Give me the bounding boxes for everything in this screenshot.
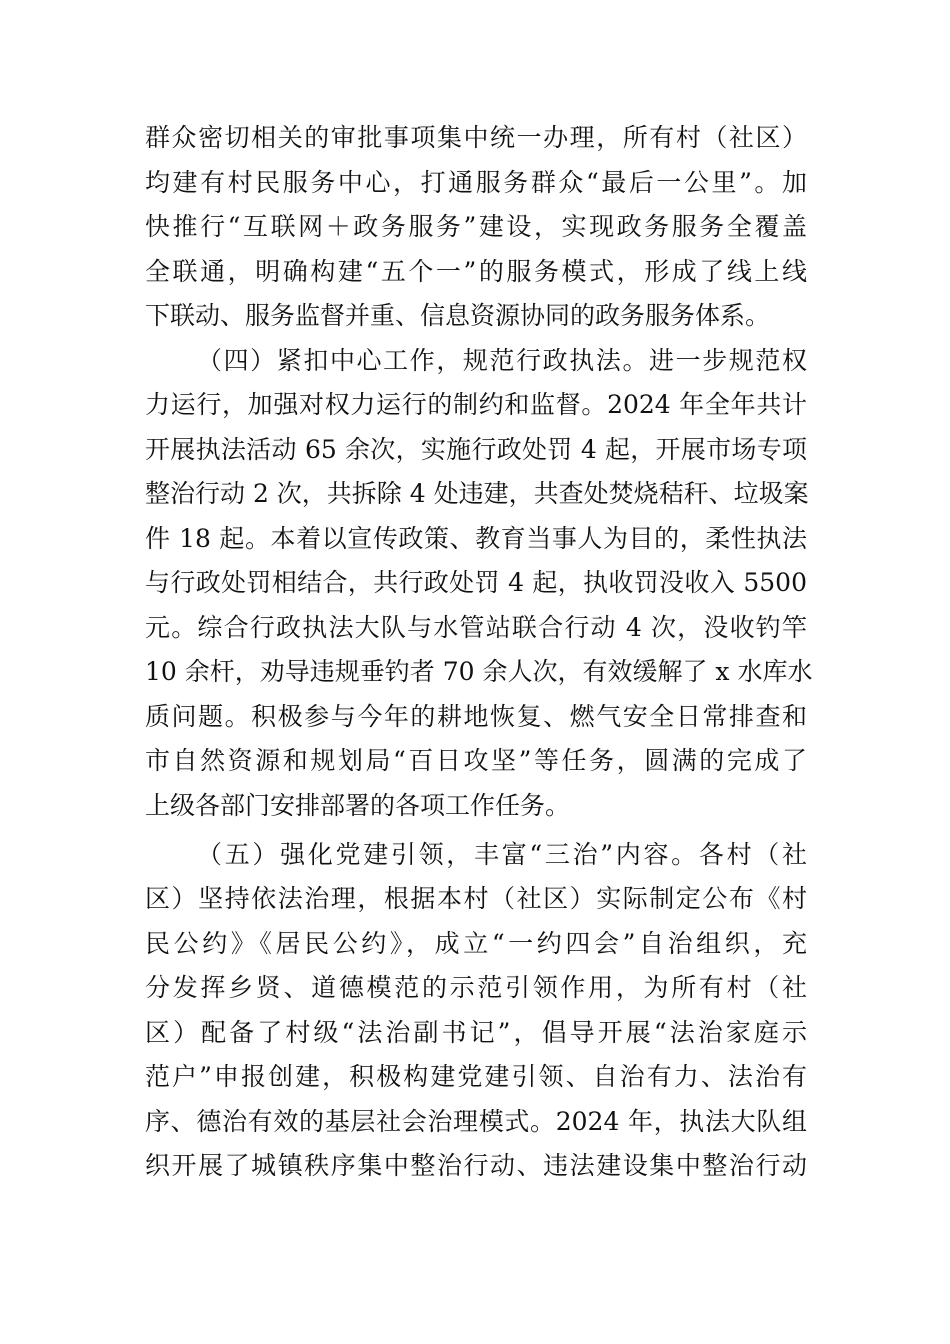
paragraph-3-line: 区）坚持依法治理，根据本村（社区）实际制定公布《村 xyxy=(145,884,807,913)
paragraph-1-line: 群众密切相关的审批事项集中统一办理，所有村（社区） xyxy=(145,123,807,152)
paragraph-2-line: 市自然资源和规划局“百日攻坚”等任务，圆满的完成了 xyxy=(145,746,807,775)
paragraph-2-line: 上级各部门安排部署的各项工作任务。 xyxy=(145,791,571,820)
paragraph-2-line: 开展执法活动 65 余次，实施行政处罚 4 起，开展市场专项 xyxy=(145,435,807,464)
paragraph-3-line: 织开展了城镇秩序集中整治行动、违法建设集中整治行动 xyxy=(145,1151,807,1180)
paragraph-1-line: 全联通，明确构建“五个一”的服务模式，形成了线上线 xyxy=(145,257,807,286)
paragraph-2-heading-line: （四）紧扣中心工作，规范行政执法。进一步规范权 xyxy=(197,346,807,375)
paragraph-2-line: 件 18 起。本着以宣传政策、教育当事人为目的，柔性执法 xyxy=(145,524,807,553)
paragraph-2-line: 力运行，加强对权力运行的制约和监督。2024 年全年共计 xyxy=(145,390,807,419)
paragraph-3-line: 序、德治有效的基层社会治理模式。2024 年，执法大队组 xyxy=(145,1107,807,1136)
paragraph-2-line: 元。综合行政执法大队与水管站联合行动 4 次，没收钓竿 xyxy=(145,613,807,642)
paragraph-3-heading-line: （五）强化党建引领，丰富“三治”内容。各村（社 xyxy=(197,840,807,869)
paragraph-3-line: 民公约》《居民公约》，成立“一约四会”自治组织，充 xyxy=(145,929,807,958)
paragraph-2-line: 10 余杆，劝导违规垂钓者 70 余人次，有效缓解了 x 水库水 xyxy=(145,657,813,686)
paragraph-3-line: 区）配备了村级“法治副书记”，倡导开展“法治家庭示 xyxy=(145,1018,807,1047)
paragraph-2-line: 整治行动 2 次，共拆除 4 处违建，共查处焚烧秸秆、垃圾案 xyxy=(145,479,809,508)
paragraph-1-line: 下联动、服务监督并重、信息资源协同的政务服务体系。 xyxy=(145,301,771,330)
paragraph-2-line: 与行政处罚相结合，共行政处罚 4 起，执收罚没收入 5500 xyxy=(145,568,807,597)
paragraph-3-line: 范户”申报创建，积极构建党建引领、自治有力、法治有 xyxy=(145,1062,807,1091)
paragraph-3-line: 分发挥乡贤、道德模范的示范引领作用，为所有村（社 xyxy=(145,973,807,1002)
paragraph-1-line: 快推行“互联网＋政务服务”建设，实现政务服务全覆盖 xyxy=(145,212,807,241)
paragraph-1-line: 均建有村民服务中心，打通服务群众“最后一公里”。加 xyxy=(145,168,807,197)
paragraph-2-line: 质问题。积极参与今年的耕地恢复、燃气安全日常排查和 xyxy=(145,702,807,731)
